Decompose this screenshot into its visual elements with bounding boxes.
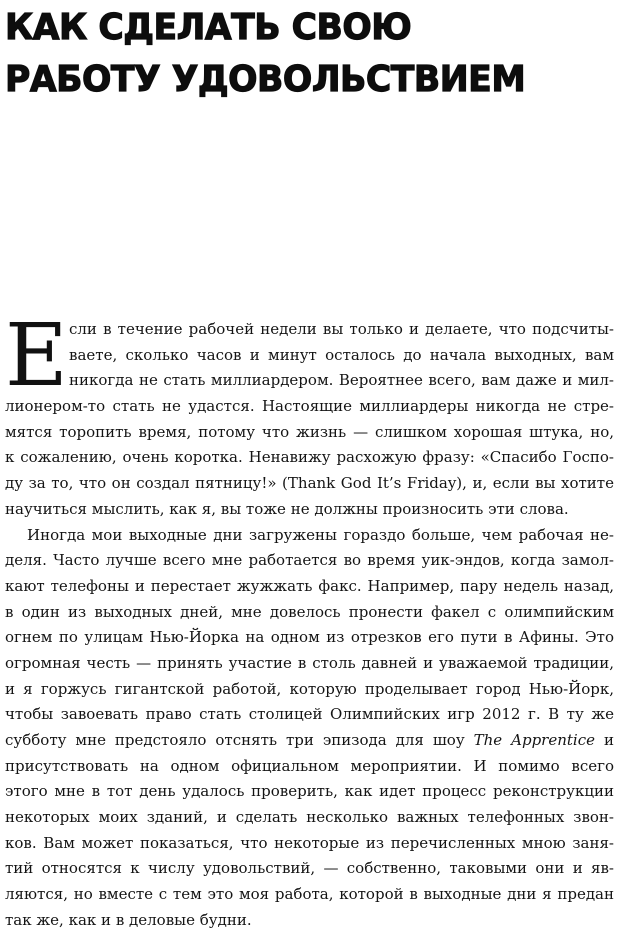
text-line: огромная честь — принять участие в столь давней и уважаемой традиции, <box>5 653 614 672</box>
paragraph-2 <box>5 523 614 934</box>
text-line: ваете, сколько часов и минут осталось до начала выходных, вам <box>69 345 614 364</box>
text-line: некоторых моих зданий, и сделать несколько важных телефонных звон- <box>5 808 614 827</box>
text-line: огнем по улицам Нью-Йорка на одном из отрезков его пути в Афины. Это <box>5 628 614 647</box>
text-line: ков. Вам может показаться, что некоторые из перечисленных мною заня- <box>5 833 614 852</box>
text-line: чтобы завоевать право стать столицей Олимпийских игр 2012 г. В ту же <box>5 705 614 724</box>
show-title: The Apprentice <box>473 731 595 749</box>
chapter-title <box>5 2 593 106</box>
text-segment: субботу мне предстояло отснять три эпизода для шоу <box>5 731 465 749</box>
text-line: лионером-то стать не удастся. Настоящие миллиардеры никогда не стре- <box>5 397 614 416</box>
text-line: в один из выходных дней, мне довелось пронести факел с олимпийским <box>5 602 614 621</box>
text-line: научиться мыслить, как я, вы тоже не должны произносить эти слова. <box>5 499 569 518</box>
chapter-title-line-2: РАБОТУ УДОВОЛЬСТВИЕМ <box>5 59 526 100</box>
text-line: сли в течение рабочей недели вы только и делаете, что подсчиты- <box>69 320 614 338</box>
text-line: ду за то, что он создал пятницу!» (Thank God It’s Friday), и, если вы хотите <box>5 474 614 493</box>
body-text <box>5 306 614 934</box>
text-line: Иногда мои выходные дни загружены гораздо больше, чем рабочая не- <box>27 525 614 544</box>
text-line: тий относятся к числу удовольствий, — собственно, таковыми они и яв- <box>5 859 614 878</box>
text-line: ляются, но вместе с тем это моя работа, которой в выходные дни я предан <box>5 885 614 904</box>
text-line: деля. Часто лучше всего мне работается во время уик-эндов, когда замол- <box>5 551 614 570</box>
text-line: кают телефоны и перестает жужжать факс. Например, пару недель назад, <box>5 576 614 595</box>
text-line: никогда не стать миллиардером. Вероятнее всего, вам даже и мил- <box>69 371 614 390</box>
text-line: к сожалению, очень коротка. Ненавижу расхожую фразу: «Спасибо Госпо- <box>5 448 614 467</box>
text-line: и я горжусь гигантской работой, которую проделывает город Нью-Йорк, <box>5 679 614 698</box>
text-segment: и <box>603 731 614 749</box>
text-line: так же, как и в деловые будни. <box>5 910 252 929</box>
paragraph-1 <box>5 306 614 523</box>
text-line: присутствовать на одном официальном мероприятии. И помимо всего <box>5 756 614 775</box>
text-line: этого мне в тот день удалось проверить, как идет процесс реконструкции <box>5 782 614 801</box>
drop-cap: Е <box>5 306 68 406</box>
text-line: мятся торопить время, потому что жизнь — слишком хорошая штука, но, <box>5 422 614 441</box>
chapter-title-line-1: КАК СДЕЛАТЬ СВОЮ <box>5 7 412 48</box>
text-line-with-italic <box>5 728 614 754</box>
